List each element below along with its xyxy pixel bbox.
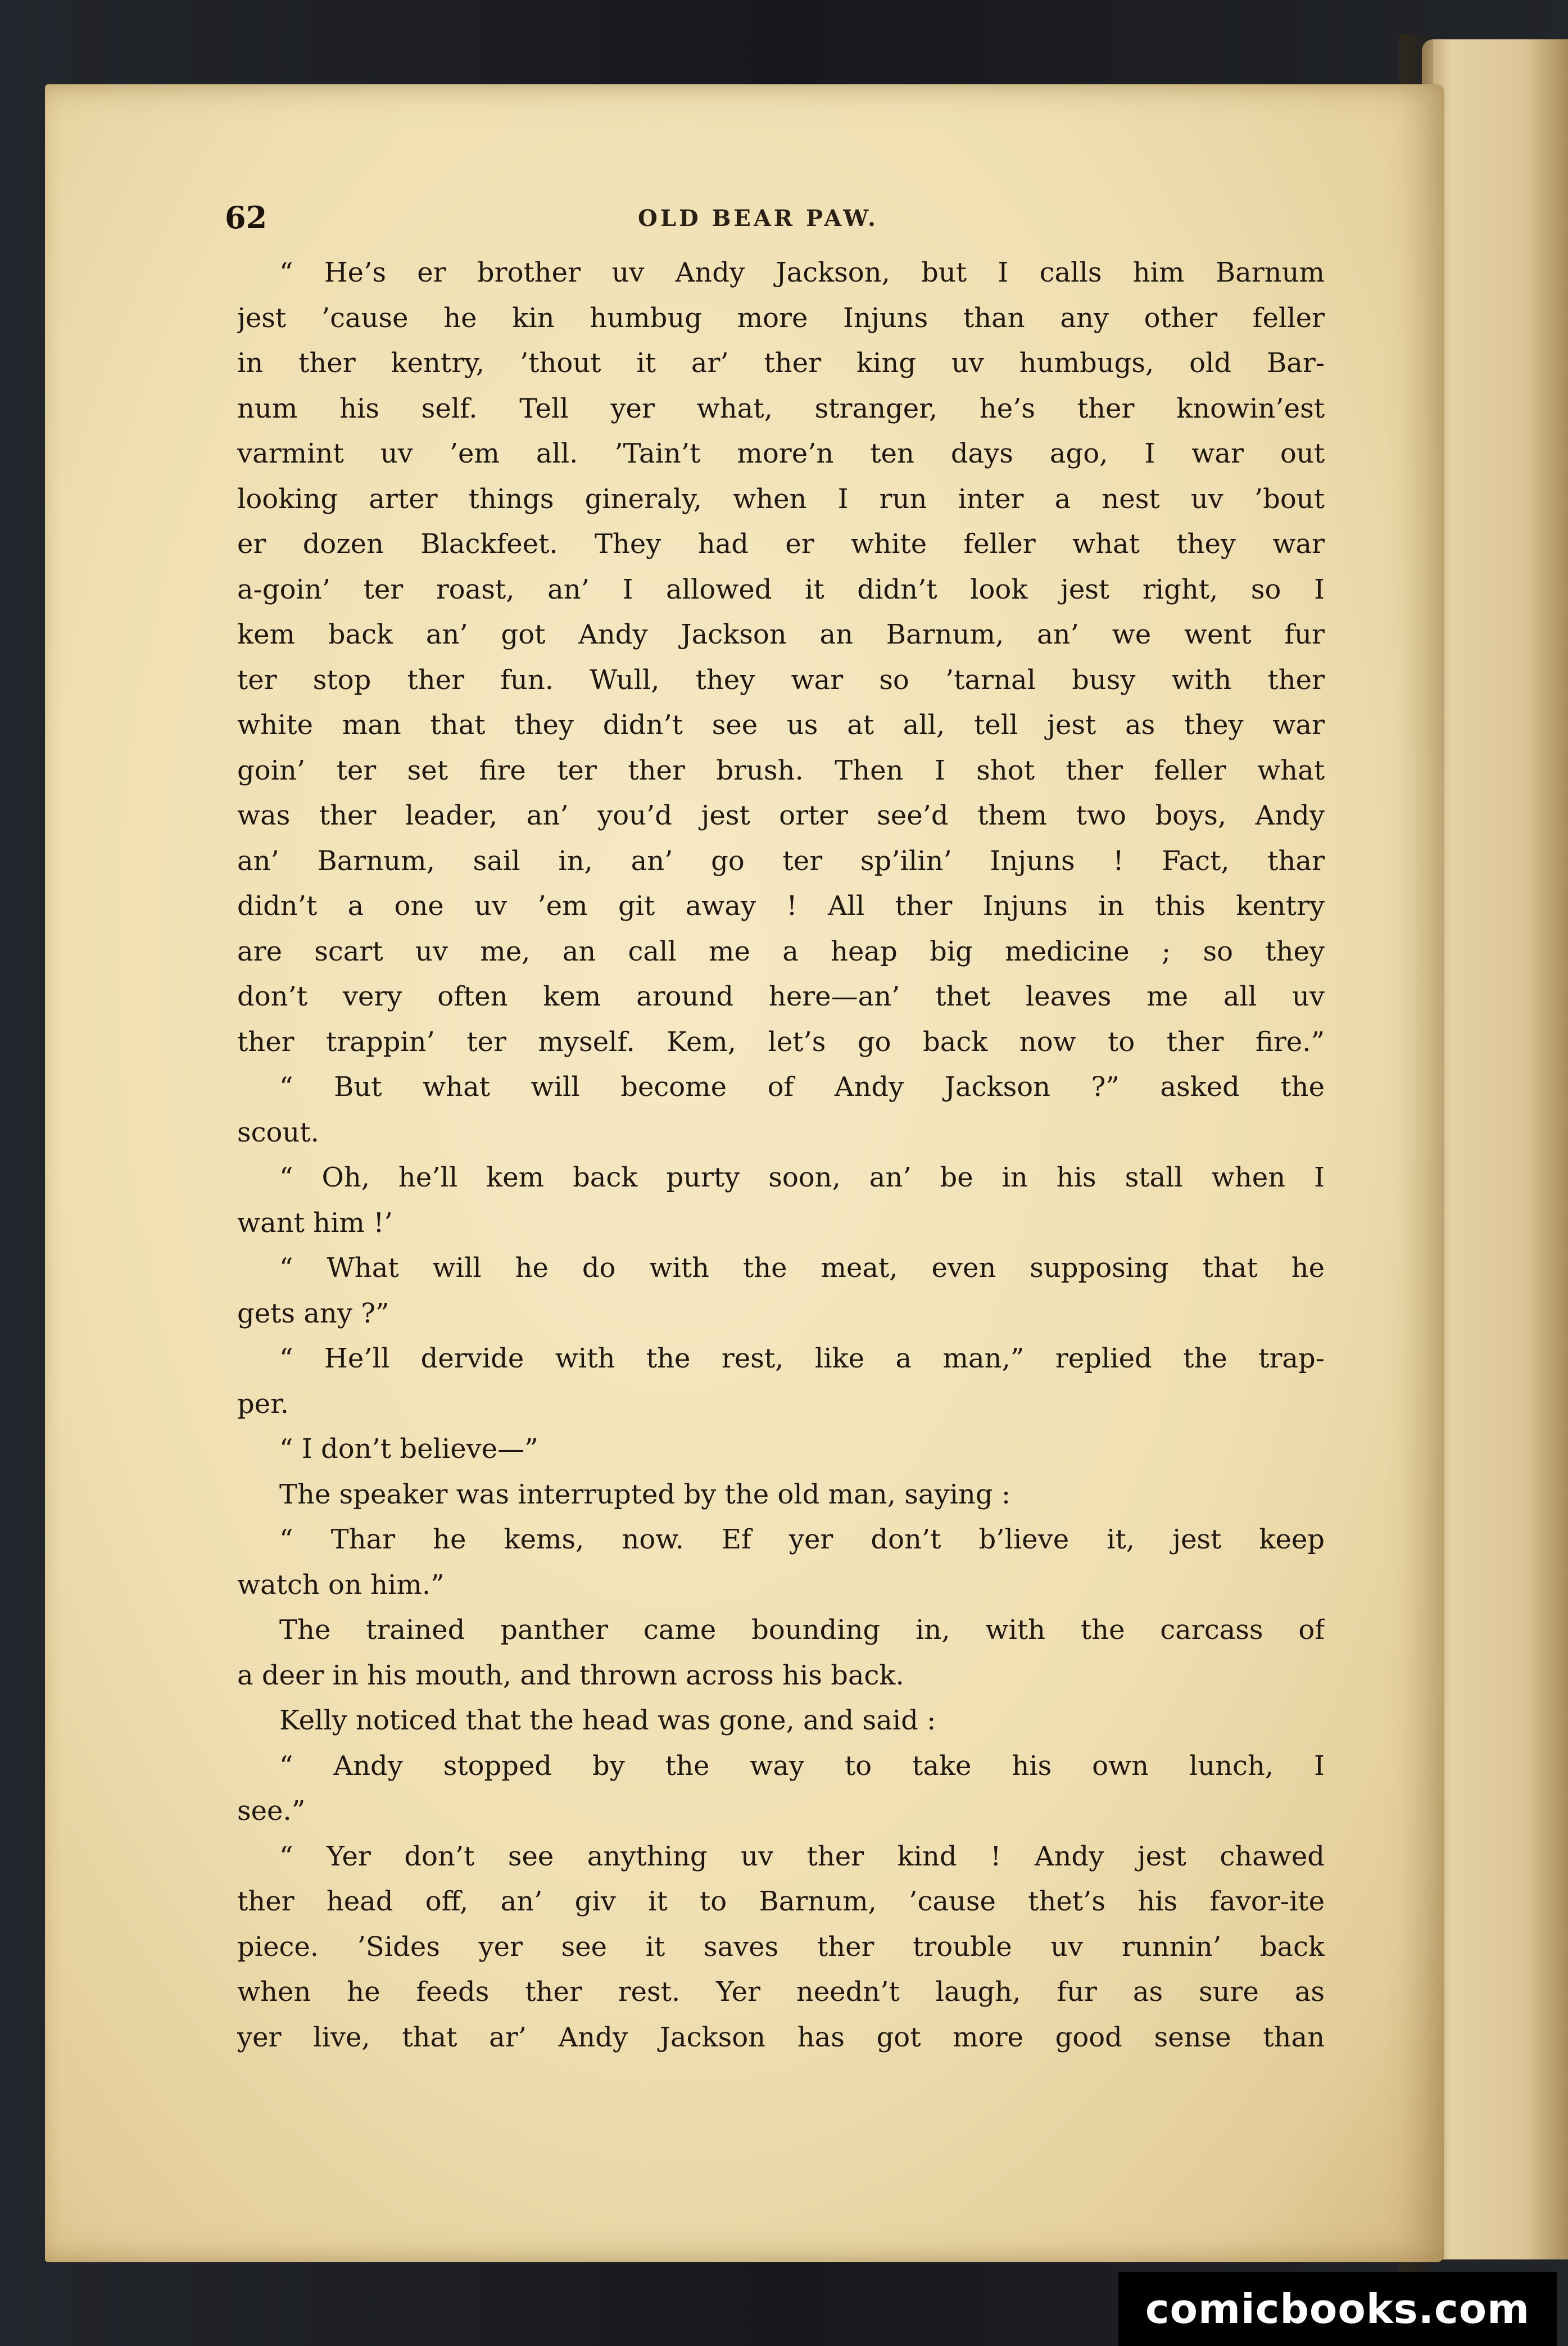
text-line: “ Andy stopped by the way to take his own lunch, I (279, 1750, 1325, 1782)
text-line: “ What will he do with the meat, even supposing that he (279, 1252, 1325, 1284)
text-line: The speaker was interrupted by the old man, saying : (279, 1478, 1010, 1510)
text-line: scout. (237, 1116, 319, 1148)
text-line: want him !’ (237, 1207, 393, 1239)
text-line: a-goin’ ter roast, an’ I allowed it didn’t look jest right, so I (237, 573, 1325, 605)
text-line: was ther leader, an’ you’d jest orter see’d them two boys, Andy (237, 800, 1325, 831)
text-line: don’t very often kem around here—an’ thet leaves me all uv (237, 981, 1325, 1012)
text-line: didn’t a one uv ’em git away ! All ther Injuns in this kentry (237, 890, 1325, 922)
text-line: er dozen Blackfeet. They had er white feller what they war (237, 528, 1325, 560)
running-head: OLD BEAR PAW. (638, 205, 878, 232)
text-line: ther head off, an’ giv it to Barnum, ’cause thet’s his favor-ite (237, 1886, 1325, 1917)
text-line: jest ’cause he kin humbug more Injuns than any other feller (237, 302, 1325, 334)
page-number: 62 (225, 200, 268, 235)
text-line: kem back an’ got Andy Jackson an Barnum, an’ we went fur (237, 619, 1325, 650)
text-line: gets any ?” (237, 1297, 389, 1329)
text-line: The trained panther came bounding in, with the carcass of (279, 1614, 1325, 1646)
page-header (225, 200, 1349, 233)
text-line: “ I don’t believe—” (279, 1433, 538, 1465)
text-line: a deer in his mouth, and thrown across his back. (237, 1659, 904, 1691)
text-line: “ Thar he kems, now. Ef yer don’t b’lieve it, jest keep (279, 1524, 1325, 1555)
text-line: goin’ ter set fire ter ther brush. Then I shot ther feller what (237, 754, 1325, 786)
text-line: are scart uv me, an call me a heap big medicine ; so they (237, 935, 1325, 967)
text-line: “ Yer don’t see anything uv ther kind ! Andy jest chawed (279, 1840, 1325, 1872)
watermark-text: comicbooks.com (1145, 2285, 1530, 2333)
text-line: when he feeds ther rest. Yer needn’t laugh, fur as sure as (237, 1976, 1325, 2008)
text-line: yer live, that ar’ Andy Jackson has got more good sense than (237, 2021, 1325, 2053)
site-watermark (1118, 2272, 1557, 2346)
text-line: per. (237, 1388, 289, 1420)
text-line: varmint uv ’em all. ’Tain’t more’n ten days ago, I war out (237, 438, 1325, 469)
text-line: ther trappin’ ter myself. Kem, let’s go back now to ther fire.” (237, 1026, 1325, 1058)
text-line: see.” (237, 1795, 306, 1827)
text-line: num his self. Tell yer what, stranger, he’s ther knowin’est (237, 392, 1325, 424)
text-line: an’ Barnum, sail in, an’ go ter sp’ilin’ Injuns ! Fact, thar (237, 845, 1325, 877)
page-body (237, 250, 1325, 2060)
text-line: in ther kentry, ’thout it ar’ ther king uv humbugs, old Bar- (237, 347, 1325, 379)
text-line: watch on him.” (237, 1569, 445, 1601)
text-line: looking arter things gineraly, when I run inter a nest uv ’bout (237, 483, 1325, 515)
text-line: ter stop ther fun. Wull, they war so ’tarnal busy with ther (237, 664, 1325, 696)
text-line: Kelly noticed that the head was gone, and said : (279, 1705, 936, 1736)
text-line: “ But what will become of Andy Jackson ?” asked the (279, 1071, 1325, 1103)
text-line: white man that they didn’t see us at all, tell jest as they war (237, 709, 1325, 741)
text-line: piece. ’Sides yer see it saves ther trouble uv runnin’ back (237, 1931, 1325, 1963)
text-line: “ He’ll dervide with the rest, like a man,” replied the trap- (279, 1343, 1325, 1374)
text-line: “ Oh, he’ll kem back purty soon, an’ be in his stall when I (279, 1162, 1325, 1193)
text-line: “ He’s er brother uv Andy Jackson, but I calls him Barnum (279, 257, 1325, 288)
